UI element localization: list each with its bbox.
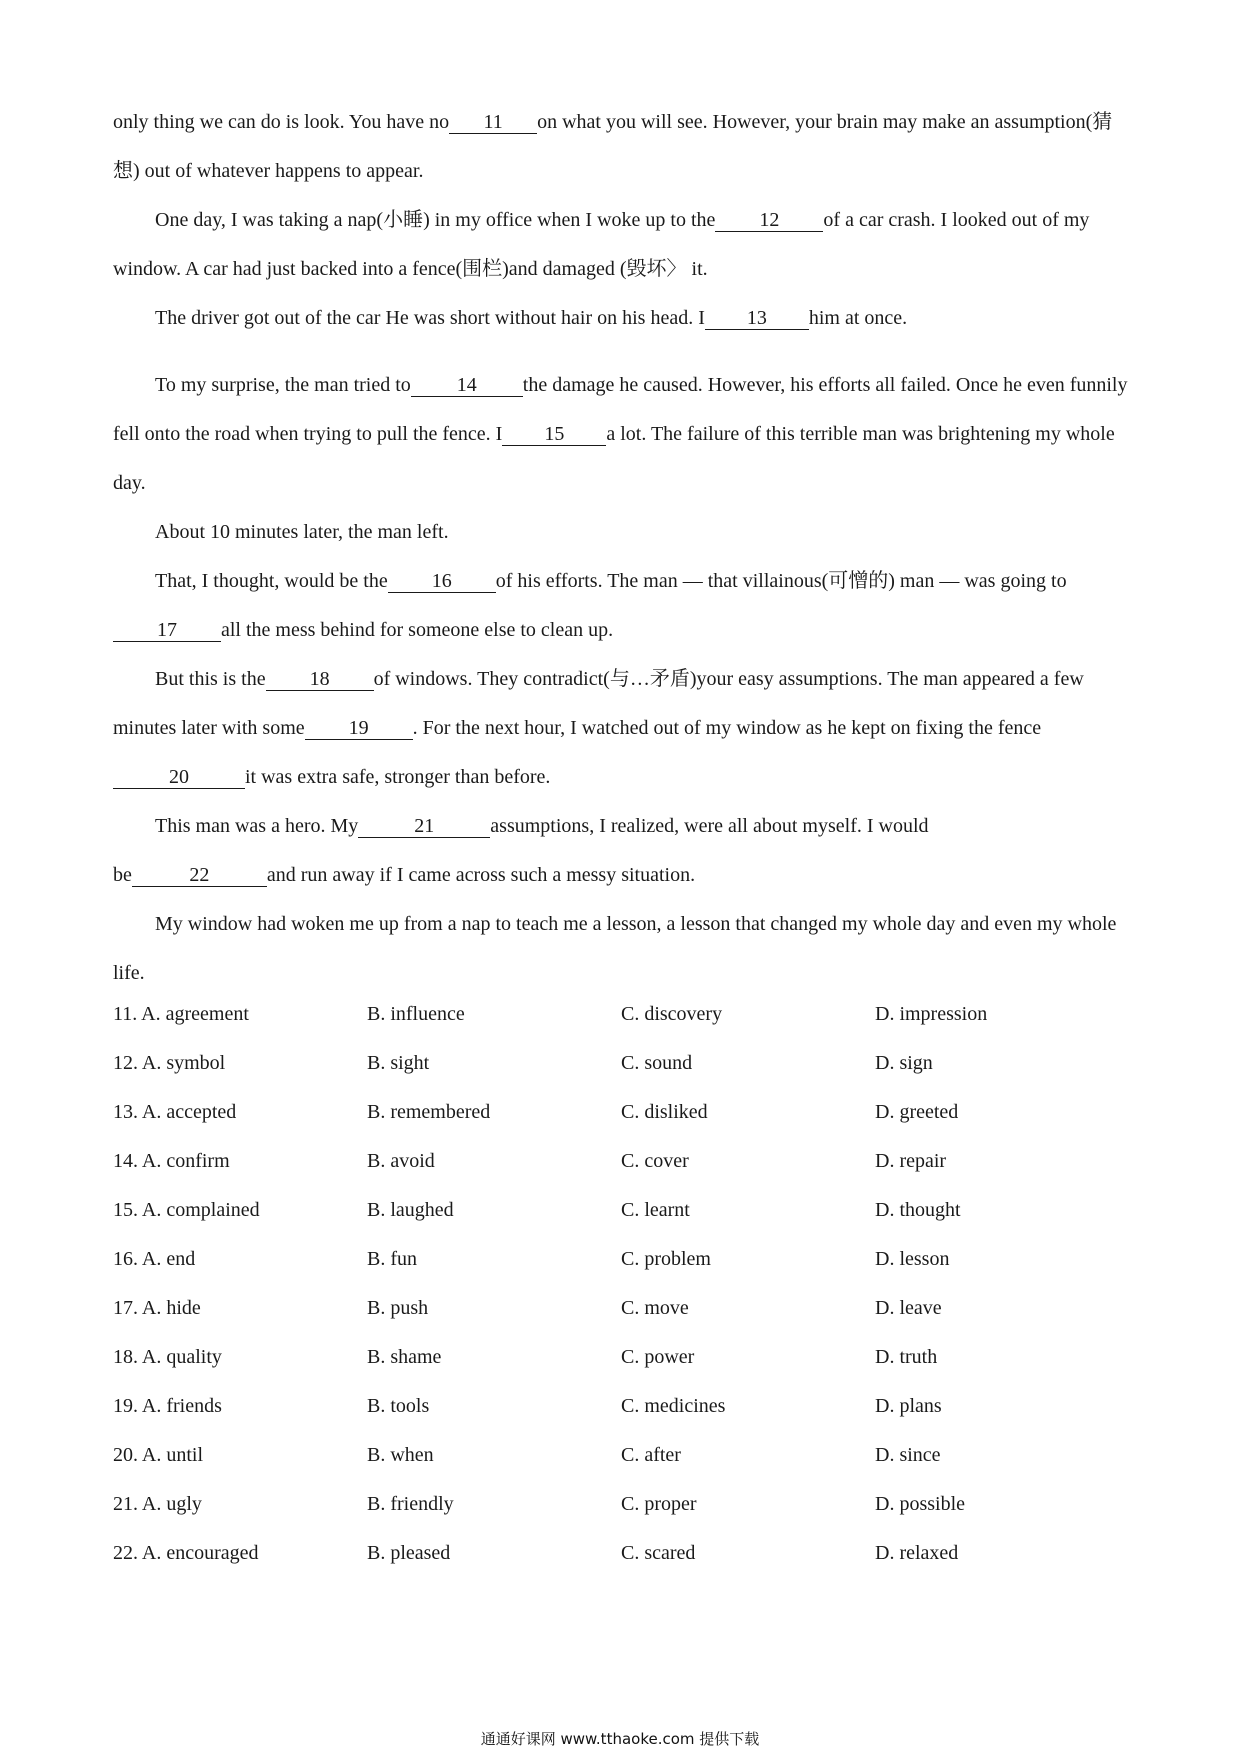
option-row-15 <box>113 1186 1133 1235</box>
option-b: B. fun <box>367 1248 417 1270</box>
paragraph-text: of a car crash. I looked out of my window. A car had just backed into a fence(围栏)and damaged (毁坏〉 it. <box>113 209 1090 280</box>
option-b: B. avoid <box>367 1150 435 1172</box>
option-b: B. remembered <box>367 1101 491 1123</box>
option-a: 22. A. encouraged <box>113 1542 259 1564</box>
page-footer: 通通好课网 www.tthaoke.com 提供下载 <box>480 1730 760 1748</box>
option-c: C. after <box>621 1444 681 1466</box>
option-row-14 <box>113 1137 1133 1186</box>
option-a: 20. A. until <box>113 1444 204 1466</box>
option-row-19 <box>113 1382 1133 1431</box>
option-c: C. learnt <box>621 1199 690 1221</box>
option-d: D. repair <box>875 1150 947 1172</box>
option-row-11 <box>113 990 1133 1039</box>
option-row-17 <box>113 1284 1133 1333</box>
blank-22: 22 <box>132 864 267 887</box>
option-b: B. tools <box>367 1395 430 1417</box>
option-d: D. sign <box>875 1052 933 1074</box>
option-a: 14. A. confirm <box>113 1150 230 1172</box>
option-b: B. push <box>367 1297 429 1319</box>
paragraph-text: a lot. The failure of this terrible man was brightening my whole day. <box>113 423 1115 494</box>
blank-18: 18 <box>266 668 374 691</box>
paragraph-7 <box>113 655 1133 802</box>
paragraph-text: One day, I was taking a nap(小睡) in my office when I woke up to the <box>155 209 716 231</box>
option-d: D. leave <box>875 1297 942 1319</box>
paragraph-8-line-1 <box>113 802 1133 851</box>
option-c: C. medicines <box>621 1395 726 1417</box>
paragraph-text: him at once. <box>808 307 908 329</box>
paragraph-text: of windows. They contradict(与…矛盾)your easy assumptions. The man appeared a few minutes later with some <box>113 668 1084 739</box>
blank-14: 14 <box>411 374 523 397</box>
option-d: D. since <box>875 1444 941 1466</box>
option-row-16 <box>113 1235 1133 1284</box>
paragraph-2 <box>113 196 1133 294</box>
option-c: C. discovery <box>621 1003 723 1025</box>
option-c: C. sound <box>621 1052 693 1074</box>
option-a: 17. A. hide <box>113 1297 201 1319</box>
option-a: 11. A. agreement <box>113 1003 249 1025</box>
option-b: B. pleased <box>367 1542 451 1564</box>
paragraph-6 <box>113 557 1133 655</box>
option-c: C. scared <box>621 1542 696 1564</box>
paragraph-text: But this is the <box>155 668 266 690</box>
blank-19: 19 <box>305 717 413 740</box>
option-a: 16. A. end <box>113 1248 196 1270</box>
option-b: B. laughed <box>367 1199 454 1221</box>
option-a: 13. A. accepted <box>113 1101 237 1123</box>
option-d: D. plans <box>875 1395 942 1417</box>
paragraph-5 <box>113 508 1133 557</box>
option-d: D. lesson <box>875 1248 950 1270</box>
blank-15: 15 <box>502 423 606 446</box>
blank-20: 20 <box>113 766 245 789</box>
blank-11: 11 <box>449 111 537 134</box>
option-d: D. thought <box>875 1199 961 1221</box>
paragraph-text: on what you will see. However, your brain may make an assumption(猜想) out of whatever happens to appear. <box>113 111 1113 182</box>
option-b: B. friendly <box>367 1493 454 1515</box>
option-a: 18. A. quality <box>113 1346 222 1368</box>
answer-options <box>113 990 1133 1578</box>
blank-13: 13 <box>705 307 809 330</box>
paragraph-8-line-2 <box>113 851 1133 900</box>
paragraph-text: assumptions, I realized, were all about myself. I would <box>490 815 929 837</box>
option-d: D. relaxed <box>875 1542 959 1564</box>
paragraph-text: and run away if I came across such a messy situation. <box>266 864 696 886</box>
paragraph-text: About 10 minutes later, the man left. <box>155 521 449 543</box>
paragraph-4 <box>113 361 1133 508</box>
option-d: D. impression <box>875 1003 988 1025</box>
option-row-21 <box>113 1480 1133 1529</box>
option-b: B. influence <box>367 1003 465 1025</box>
blank-16: 16 <box>388 570 496 593</box>
option-c: C. cover <box>621 1150 689 1172</box>
paragraph-text: That, I thought, would be the <box>155 570 388 592</box>
option-a: 12. A. symbol <box>113 1052 226 1074</box>
cloze-passage <box>113 98 1133 998</box>
option-d: D. greeted <box>875 1101 959 1123</box>
option-b: B. shame <box>367 1346 442 1368</box>
paragraph-text: all the mess behind for someone else to clean up. <box>221 619 614 641</box>
paragraph-text: This man was a hero. My <box>155 815 359 837</box>
paragraph-text: The driver got out of the car He was short without hair on his head. I <box>155 307 705 329</box>
blank-21: 21 <box>358 815 490 838</box>
option-row-12 <box>113 1039 1133 1088</box>
option-a: 15. A. complained <box>113 1199 260 1221</box>
option-a: 21. A. ugly <box>113 1493 202 1515</box>
paragraph-text: only thing we can do is look. You have no <box>113 111 450 133</box>
option-c: C. move <box>621 1297 689 1319</box>
paragraph-text: of his efforts. The man — that villainous(可憎的) man — was going to <box>495 570 1067 592</box>
paragraph-text: . For the next hour, I watched out of my window as he kept on fixing the fence <box>412 717 1042 739</box>
paragraph-9 <box>113 900 1133 998</box>
paragraph-1 <box>113 98 1133 196</box>
option-b: B. sight <box>367 1052 430 1074</box>
option-row-18 <box>113 1333 1133 1382</box>
paragraph-text: the damage he caused. However, his efforts all failed. Once he even funnily fell onto the road when trying to pull the fence. I <box>113 374 1128 445</box>
option-a: 19. A. friends <box>113 1395 222 1417</box>
blank-17: 17 <box>113 619 221 642</box>
paragraph-text: To my surprise, the man tried to <box>155 374 411 396</box>
option-row-20 <box>113 1431 1133 1480</box>
paragraph-text: My window had woken me up from a nap to teach me a lesson, a lesson that changed my whole day and even my whole life. <box>113 913 1117 984</box>
option-d: D. possible <box>875 1493 965 1515</box>
option-b: B. when <box>367 1444 434 1466</box>
paragraph-text: it was extra safe, stronger than before. <box>245 766 551 788</box>
option-c: C. disliked <box>621 1101 708 1123</box>
blank-12: 12 <box>715 209 823 232</box>
option-d: D. truth <box>875 1346 938 1368</box>
option-c: C. power <box>621 1346 695 1368</box>
paragraph-3 <box>113 294 1133 343</box>
option-c: C. proper <box>621 1493 697 1515</box>
option-row-13 <box>113 1088 1133 1137</box>
option-row-22 <box>113 1529 1133 1578</box>
paragraph-text: be <box>113 864 132 886</box>
option-c: C. problem <box>621 1248 711 1270</box>
